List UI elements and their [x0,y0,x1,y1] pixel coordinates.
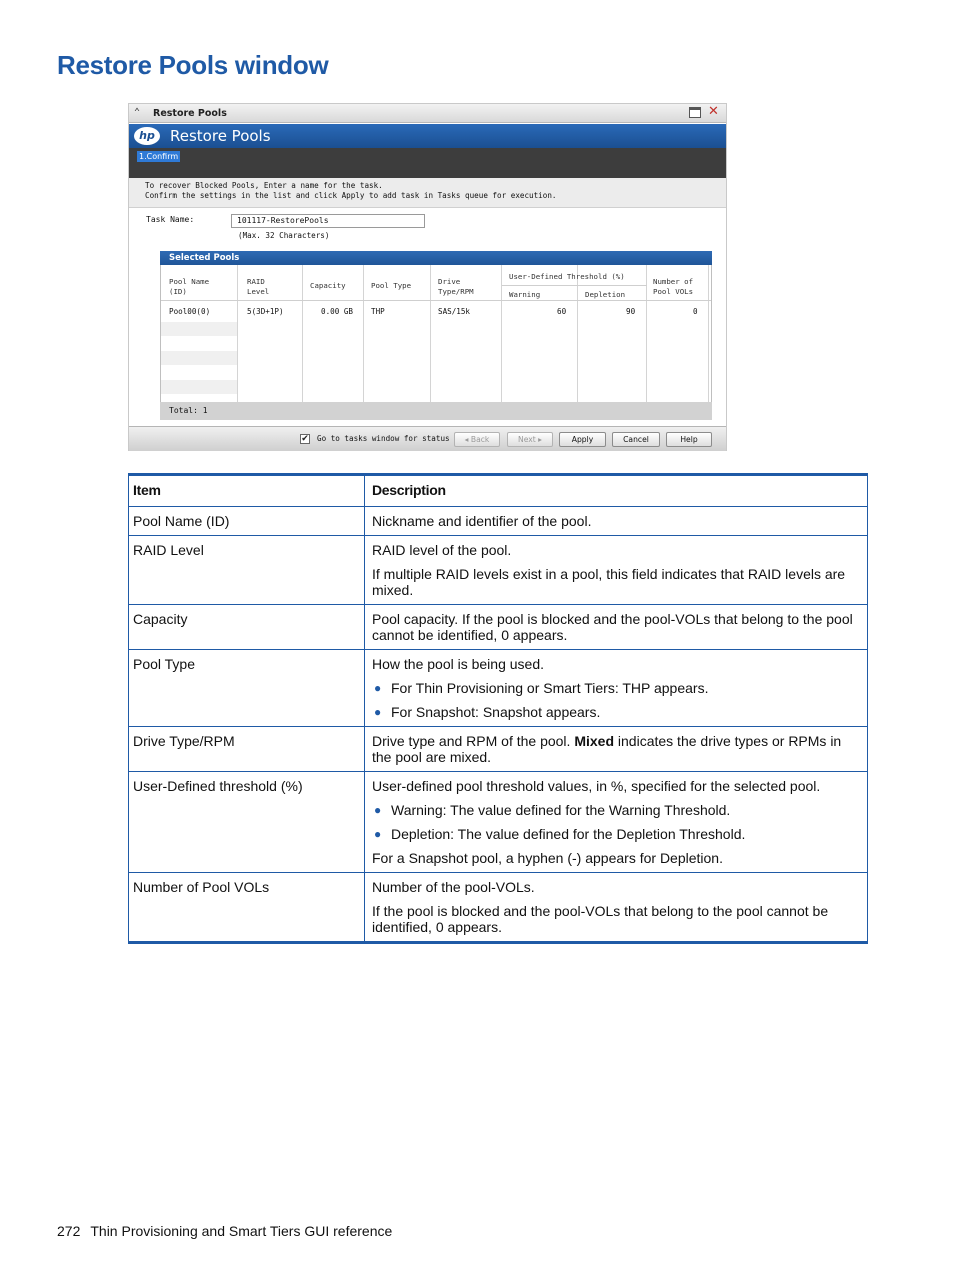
item-description-table [128,473,868,944]
description-text: Pool capacity. If the pool is blocked and the pool-VOLs that belong to the pool cannot be identified, 0 appears. [372,611,853,643]
table-row [129,650,868,727]
hp-logo-icon: hp [134,127,160,145]
description-cell [365,727,868,772]
help-button[interactable]: Help [666,432,712,447]
description-text [372,733,860,765]
total-bar: Total: 1 [160,402,712,420]
col-header-pool-name[interactable]: Pool Name [169,277,210,286]
close-icon[interactable]: ✕ [708,104,719,119]
bullet-icon: ● [374,827,382,841]
next-button[interactable]: Next ▸ [507,432,553,447]
list-item [372,826,860,842]
description-cell [365,650,868,727]
task-name-input[interactable]: 101117-RestorePools [231,214,425,228]
description-text-pre: Drive type and RPM of the pool. [372,733,575,749]
list-item-text: Warning: The value defined for the Warning Threshold. [391,802,731,818]
item-cell: Drive Type/RPM [129,727,365,772]
wizard-banner [129,124,726,178]
col-header-warning[interactable]: Warning [509,290,541,299]
col-header-capacity[interactable]: Capacity [310,281,346,290]
col-header-threshold: User-Defined Threshold (%) [509,272,625,281]
list-item [372,802,860,818]
description-cell [365,772,868,873]
row-vols: 0 [693,307,698,316]
description-text-post: indicates the drive types or RPMs in the pool are mixed. [372,733,842,765]
col-header-raid-level: Level [247,287,270,296]
item-cell: Pool Name (ID) [129,507,365,536]
table-row [129,536,868,605]
list-item-text: For Snapshot: Snapshot appears. [391,704,601,720]
table-row [129,727,868,772]
header-item: Item [129,475,365,507]
row-capacity: 0.00 GB [321,307,354,316]
item-cell: User-Defined threshold (%) [129,772,365,873]
selected-pools-grid [160,265,712,402]
wizard-step-confirm[interactable]: 1.Confirm [139,152,179,161]
bullet-icon: ● [374,681,382,695]
banner-header [129,124,726,148]
go-to-tasks-checkbox[interactable]: ✔ [301,434,309,444]
instruction-line-2: Confirm the settings in the list and click Apply to add task in Tasks queue for execution. [145,191,557,200]
list-item [372,680,860,696]
page-footer [57,1223,392,1239]
threshold-subheader-divider [502,285,647,286]
table-row [129,772,868,873]
col-header-pool-type[interactable]: Pool Type [371,281,412,290]
bullet-list [372,680,860,720]
page-title: Restore Pools window [57,50,329,80]
row-pool-type: THP [371,307,385,316]
description-text: Number of the pool-VOLs. [372,879,535,895]
col-header-drive-rpm: Type/RPM [438,287,474,296]
instructions [129,178,726,208]
footer-text: Thin Provisioning and Smart Tiers GUI reference [90,1223,393,1239]
item-cell: Pool Type [129,650,365,727]
description-text-bold: Mixed [574,733,615,749]
col-header-pool-id: (ID) [169,287,187,296]
col-header-pool-vols: Pool VOLs [653,287,694,296]
row-raid: 5(3D+1P) [247,307,284,316]
row-pool-name[interactable]: Pool00(0) [169,307,211,316]
row-depletion: 90 [626,307,636,316]
back-button[interactable]: ◂ Back [454,432,500,447]
maximize-icon[interactable] [689,107,701,118]
description-cell [365,536,868,605]
list-item-text: For Thin Provisioning or Smart Tiers: THP appears. [391,680,709,696]
description-cell [365,873,868,943]
bullet-icon: ● [374,705,382,719]
col-header-depletion[interactable]: Depletion [585,290,626,299]
item-cell: Number of Pool VOLs [129,873,365,943]
item-cell: RAID Level [129,536,365,605]
page-number: 272 [57,1223,81,1239]
table-row [129,605,868,650]
cancel-button[interactable]: Cancel [612,432,660,447]
col-header-raid[interactable]: RAID [247,277,265,286]
grid-header-divider [161,300,711,301]
table-row [129,873,868,943]
description-cell [365,507,868,536]
selected-pools-header: Selected Pools [160,251,712,265]
item-cell: Capacity [129,605,365,650]
table-row [129,507,868,536]
description-text: For a Snapshot pool, a hyphen (-) appears for Depletion. [372,850,723,866]
description-cell [365,605,868,650]
grid-stripe [161,322,237,336]
wizard-button-bar [129,426,726,451]
list-item-text: Depletion: The value defined for the Depletion Threshold. [391,826,746,842]
description-text: RAID level of the pool. [372,542,512,558]
restore-pools-screenshot [128,103,727,451]
task-name-label: Task Name: [146,215,195,224]
window-title: Restore Pools [153,108,227,119]
go-to-tasks-label: Go to tasks window for status [317,434,450,443]
banner-title: Restore Pools [170,127,271,145]
description-text: User-defined pool threshold values, in %, specified for the selected pool. [372,778,821,794]
instruction-line-1: To recover Blocked Pools, Enter a name for the task. [145,181,383,190]
table-header-row [129,475,868,507]
collapse-chevron-icon[interactable]: ⌃ [134,107,141,118]
grid-stripe [161,351,237,365]
list-item [372,704,860,720]
grid-stripe [161,380,237,394]
row-drive: SAS/15k [438,307,471,316]
bullet-list [372,802,860,842]
task-name-hint: (Max. 32 Characters) [238,231,330,240]
description-text: If multiple RAID levels exist in a pool, this field indicates that RAID levels are mixed. [372,566,846,598]
apply-button[interactable]: Apply [559,432,606,447]
col-header-drive[interactable]: Drive [438,277,461,286]
description-text: If the pool is blocked and the pool-VOLs that belong to the pool cannot be identified, 0 appears. [372,903,829,935]
description-text: Nickname and identifier of the pool. [372,513,592,529]
header-description: Description [365,475,868,507]
bullet-icon: ● [374,803,382,817]
col-header-number-of[interactable]: Number of [653,277,694,286]
row-warning: 60 [557,307,567,316]
window-titlebar [129,104,726,123]
description-text: How the pool is being used. [372,656,544,672]
